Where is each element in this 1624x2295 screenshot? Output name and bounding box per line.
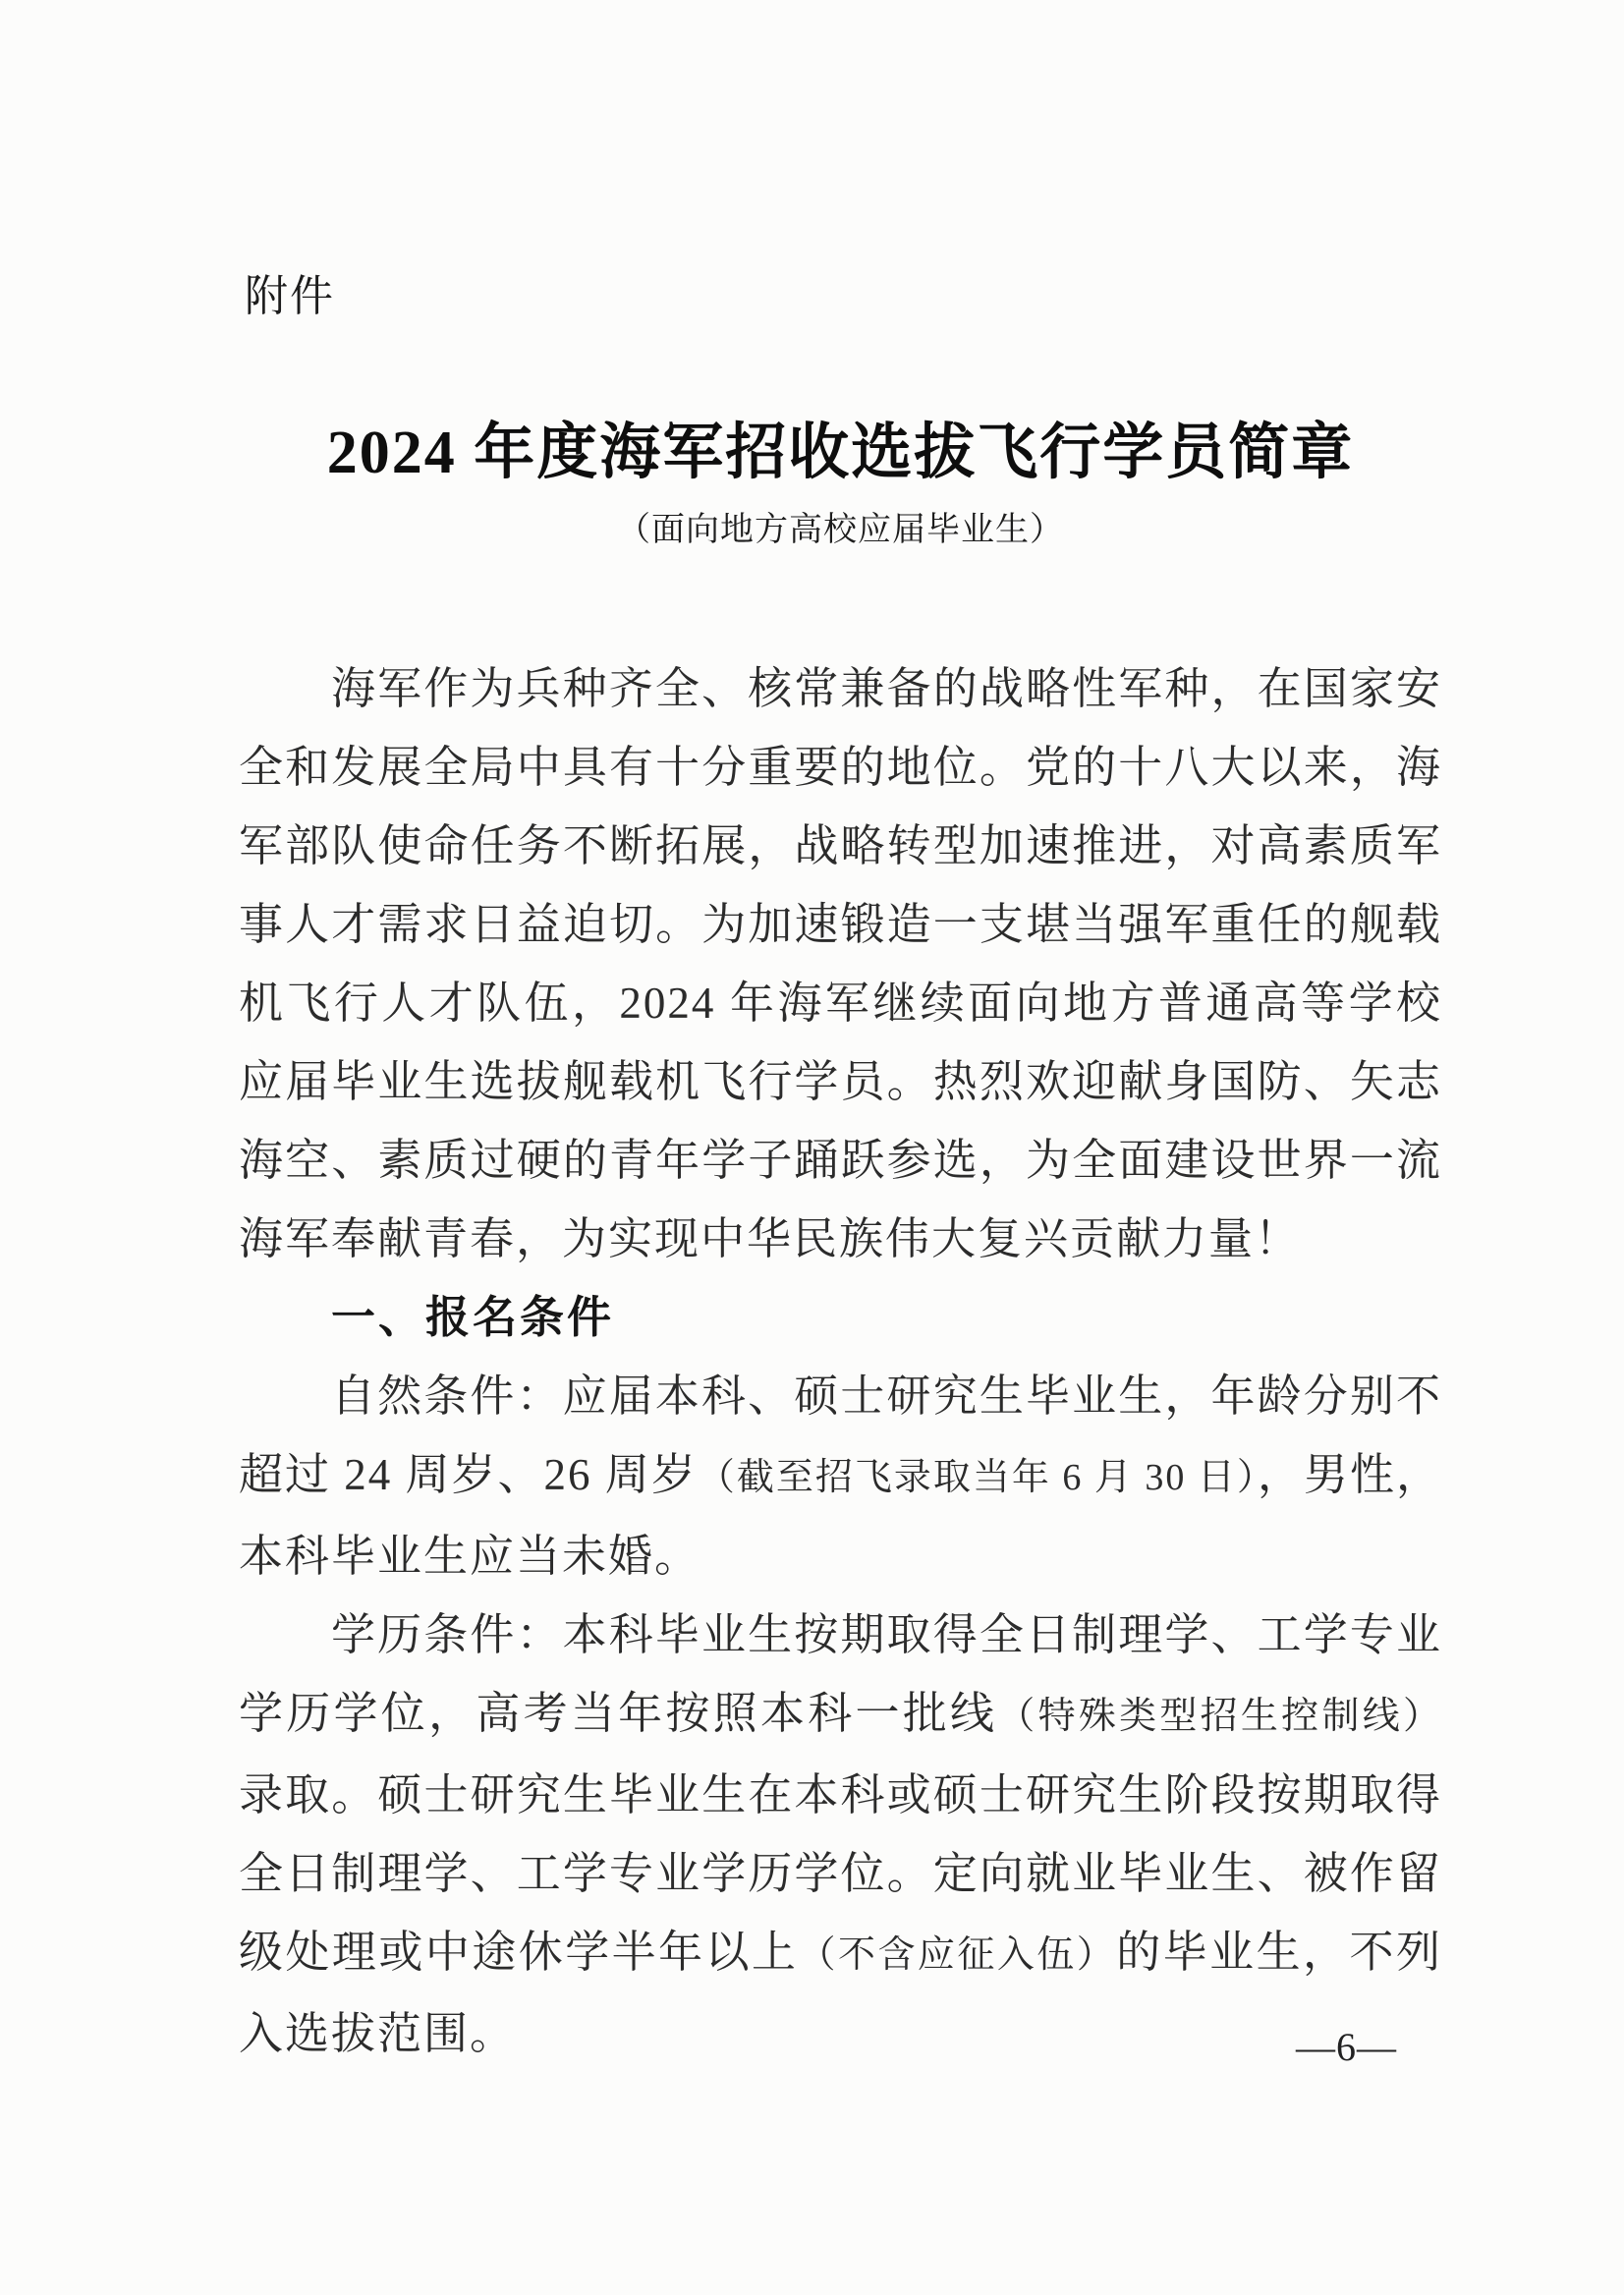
section-heading-application-requirements: 一、报名条件: [331, 1292, 615, 1342]
education-conditions-parenthetical-1: （特殊类型招生控制线）: [997, 1696, 1442, 1737]
document-subtitle: （面向地方高校应届毕业生）: [617, 512, 1064, 548]
natural-conditions-text-1: 应届本科、硕士研究生毕业生，年龄分别不超过 24 周岁、26 周岁: [239, 1371, 1442, 1499]
document-body: [239, 649, 1442, 2073]
education-conditions-text-2: 录取。硕士研究生毕业生在本科或硕士研究生阶段按期取得全日制理学、工学专业学历学位。定向就业毕业生、被作留级处理或中途休学半年以上: [239, 1770, 1442, 1977]
education-conditions-paragraph: [239, 1595, 1442, 2073]
education-conditions-text-3: 的毕业生，不列入选拔范围。: [239, 1928, 1442, 2058]
page-number: —6—: [1296, 2025, 1397, 2069]
natural-conditions-parenthetical: （截至招飞录取当年 6 月 30 日）: [697, 1457, 1258, 1498]
natural-conditions-text-2: ，男性，本科毕业生应当未婚。: [239, 1450, 1442, 1581]
education-conditions-label: 学历条件：: [331, 1610, 563, 1659]
education-conditions-text-1: 本科毕业生按期取得全日制理学、工学专业学历学位，高考当年按照本科一批线: [239, 1610, 1442, 1738]
education-conditions-parenthetical-2: （不含应征入伍）: [798, 1934, 1117, 1976]
intro-paragraph: 海军作为兵种齐全、核常兼备的战略性军种，在国家安全和发展全局中具有十分重要的地位。党的十八大以来，海军部队使命任务不断拓展，战略转型加速推进，对高素质军事人才需求日益迫切。为加速锻造一支堪当强军重任的舰载机飞行人才队伍，2024 年海军继续面向地方普通高等学校应届毕业生选拔舰载机飞行学员。热烈欢迎献身国防、矢志海空、素质过硬的青年学子踊跃参选，为全面建设世界一流海军奉献青春，为实现中华民族伟大复兴贡献力量！: [239, 664, 1442, 1263]
natural-conditions-paragraph: [239, 1357, 1442, 1595]
natural-conditions-label: 自然条件：: [331, 1371, 563, 1421]
document-title: 2024 年度海军招收选拔飞行学员简章: [326, 420, 1355, 486]
attachment-label: 附件: [245, 272, 335, 320]
